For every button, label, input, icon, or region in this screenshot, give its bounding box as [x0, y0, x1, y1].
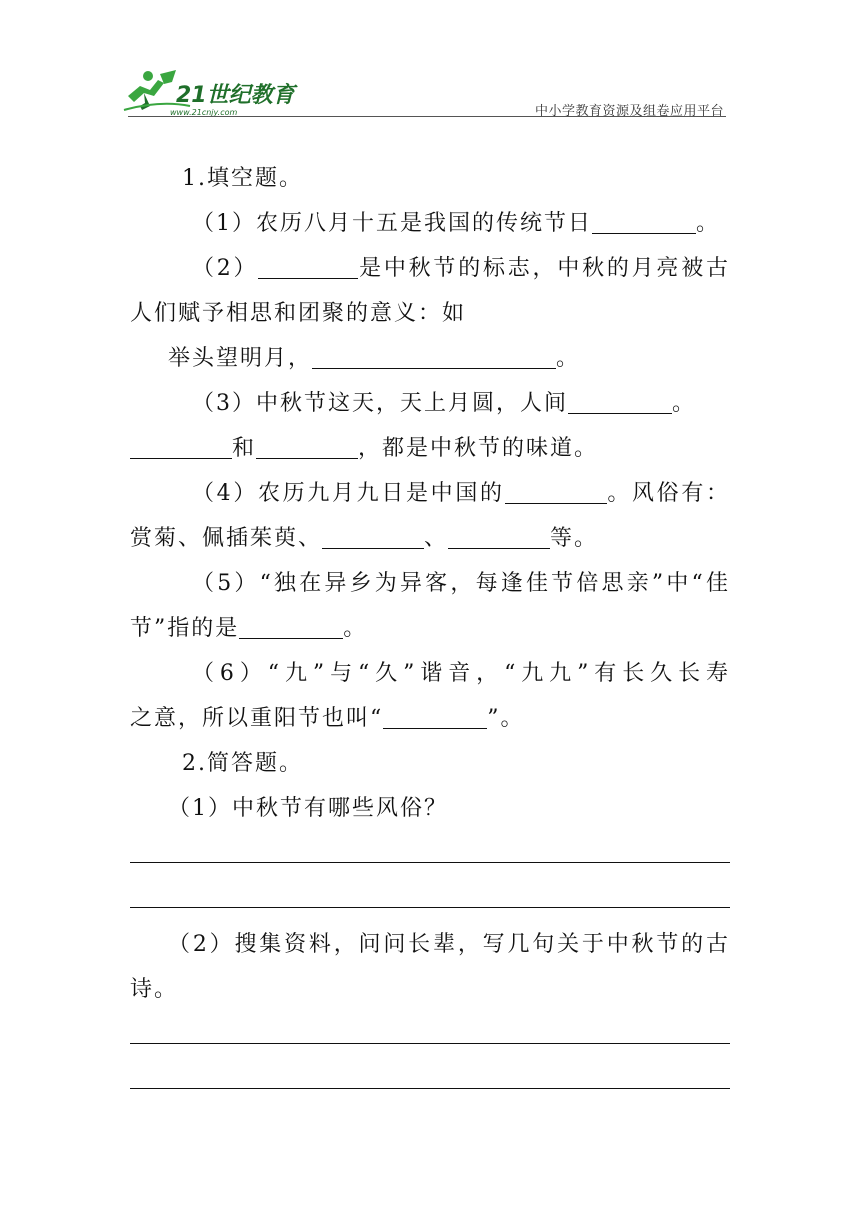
answer-line[interactable]: [130, 907, 730, 908]
q1-item3-line1: （3）中秋节这天，天上月圆，人间 。: [130, 381, 730, 426]
answer-line[interactable]: [130, 1088, 730, 1089]
fill-blank[interactable]: [322, 520, 424, 549]
q1-item3-line2: 和 ，都是中秋节的味道。: [130, 426, 730, 471]
q1-item4-line1: （4）农历九月九日是中国的 。风俗有：: [130, 471, 730, 516]
worksheet-content: [130, 156, 730, 831]
fill-blank[interactable]: [568, 385, 672, 414]
platform-name: 中小学教育资源及组卷应用平台: [534, 104, 724, 119]
q2-item2-block: [130, 922, 730, 1012]
fill-blank[interactable]: [258, 250, 358, 279]
svg-text:21世纪教育: 21世纪教育: [176, 83, 295, 108]
fill-blank[interactable]: [239, 610, 343, 639]
svg-text:www.21cnjy.com: www.21cnjy.com: [170, 108, 238, 117]
q1-item6-line2: 之意，所以重阳节也叫“ ”。: [130, 696, 730, 741]
q1-item2-line3: 举头望明月， 。: [130, 336, 730, 381]
q2-item1: （1）中秋节有哪些风俗？: [168, 796, 448, 821]
q1-item1: （1）农历八月十五是我国的传统节日 。: [130, 201, 730, 246]
fill-blank[interactable]: [130, 430, 232, 459]
q1-title: 1.填空题。: [182, 166, 303, 191]
q1-item6-line1: （6）“九”与“久”谐音，“九九”有长久长寿: [192, 661, 730, 686]
fill-blank[interactable]: [448, 520, 550, 549]
header-divider: [128, 116, 726, 117]
q1-item4-line2: 赏菊、佩插茱萸、 、 等。: [130, 516, 730, 561]
q1-item5-line1: （5）“独在异乡为异客，每逢佳节倍思亲”中“佳: [192, 571, 730, 596]
q2-title: 2.简答题。: [182, 751, 303, 776]
fill-blank[interactable]: [312, 340, 556, 369]
q2-item2-line2: 诗。: [130, 977, 179, 1002]
answer-line[interactable]: [130, 862, 730, 863]
fill-blank[interactable]: [256, 430, 358, 459]
answer-line[interactable]: [130, 1043, 730, 1044]
fill-blank[interactable]: [383, 700, 487, 729]
page-header: [0, 0, 860, 120]
site-logo: [120, 66, 300, 118]
q2-item2-line1: （2）搜集资料，问问长辈，写几句关于中秋节的古: [168, 932, 730, 957]
q1-item5-line2: 节”指的是 。: [130, 606, 730, 651]
runner-logo-icon: [120, 66, 300, 118]
fill-blank[interactable]: [505, 475, 607, 504]
q1-item2-line1: （2） 是中秋节的标志，中秋的月亮被古: [130, 246, 730, 291]
fill-blank[interactable]: [592, 205, 696, 234]
q1-item2-line2: 人们赋予相思和团聚的意义：如: [130, 301, 467, 326]
